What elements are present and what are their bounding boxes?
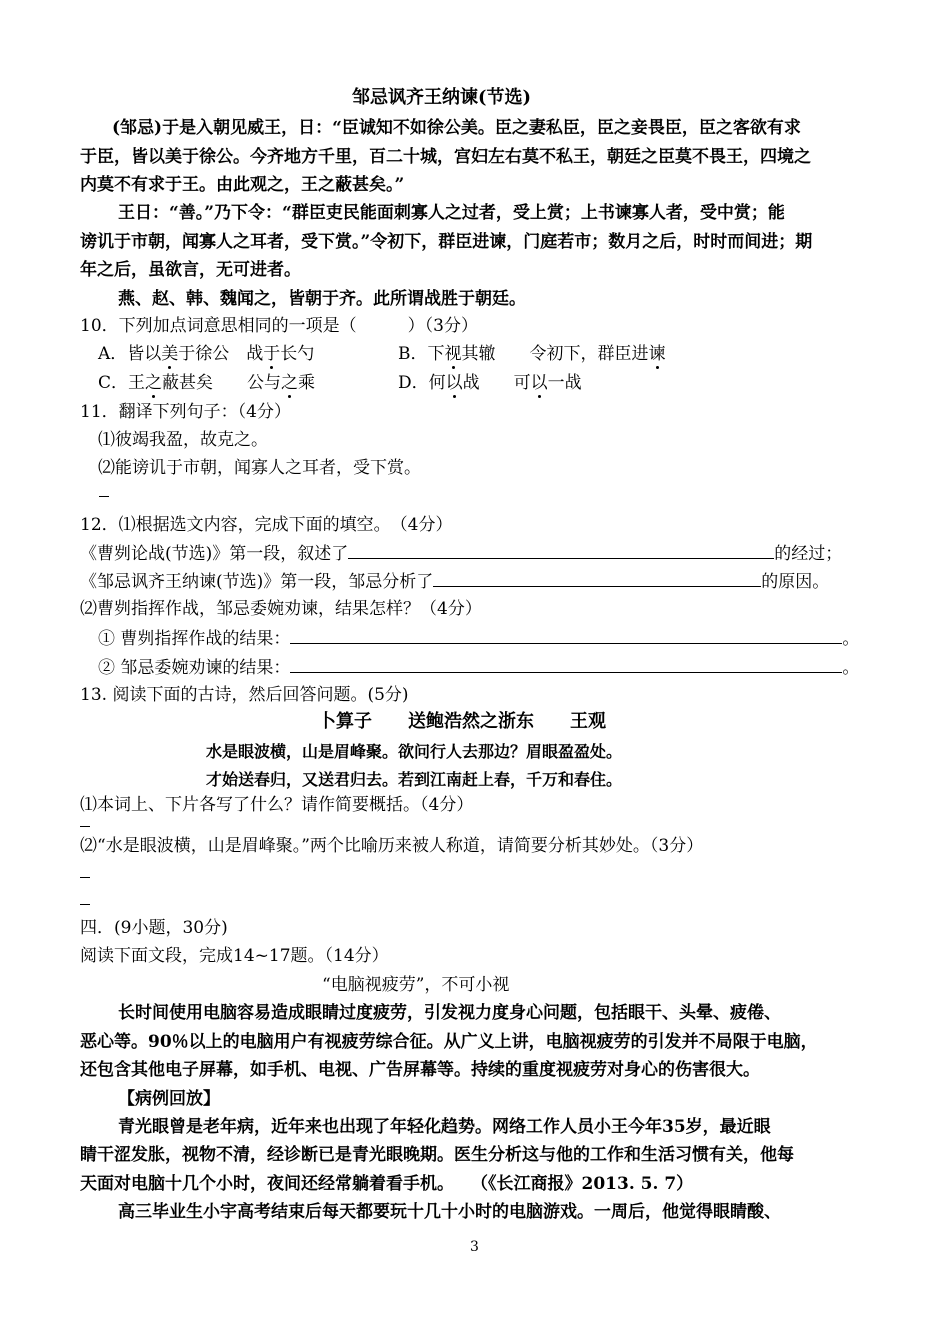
answer-line [99, 496, 109, 497]
section-instruction: 阅读下面文段，完成14~17题。（14分） [80, 946, 389, 966]
passage-line: 王日：“善。”乃下令：“群臣吏民能面刺寡人之过者，受上赏；上书谏寡人者，受中赏；能 [118, 203, 785, 223]
article-line: 高三毕业生小宇高考结束后每天都要玩十几十小时的电脑游戏。一周后，他觉得眼睛酸、 [118, 1202, 781, 1222]
passage-line: 燕、赵、韩、魏闻之，皆朝于齐。此所谓战胜于朝廷。 [118, 289, 526, 309]
question-11-sentence-1: ⑴彼竭我盈，故克之。 [98, 430, 268, 450]
question-12-result-2: ② 邹忌委婉劝谏的结果： 。 [98, 658, 860, 678]
article-line: 长时间使用电脑容易造成眼睛过度疲劳，引发视力度身心问题，包括眼干、头晕、疲倦、 [118, 1003, 781, 1023]
answer-blank[interactable] [290, 627, 842, 644]
question-13-sub-1: ⑴本词上、下片各写了什么？请作简要概括。（4分） [80, 795, 474, 815]
article-line: 睛干涩发胀，视物不清，经诊断已是青光眼晚期。医生分析这与他的工作和生活习惯有关，他每 [80, 1145, 794, 1165]
question-11-sentence-2: ⑵能谤讥于市朝，闻寡人之耳者，受下赏。 [98, 458, 421, 478]
article-line: 天面对电脑十几个小时，夜间还经常躺着看手机。 （《长江商报》2013. 5. 7） [80, 1174, 694, 1194]
question-10-stem: 10．下列加点词意思相同的一项是（ ）（3分） [80, 316, 478, 336]
case-heading: 【病例回放】 [118, 1089, 220, 1109]
question-11-stem: 11．翻译下列句子：（4分） [80, 402, 291, 422]
poem-title: 卜算子 送鲍浩然之浙东 王观 [318, 711, 606, 732]
question-12-fill-2: 《邹忌讽齐王纳谏(节选)》第一段，邹忌分析了 的原因。 [80, 572, 830, 592]
question-10-option-c: C．王之蔽甚矣 公与之乘 [98, 373, 316, 393]
passage-line: 年之后，虽欲言，无可进者。 [80, 260, 301, 280]
article-title: “电脑视疲劳”，不可小视 [322, 975, 510, 995]
fill-blank[interactable] [348, 542, 774, 559]
fill-blank[interactable] [433, 570, 761, 587]
passage-line: 谤讥于市朝，闻寡人之耳者，受下赏。”令初下，群臣进谏，门庭若市；数月之后，时时而间进；期 [80, 232, 813, 252]
poem-line: 水是眼波横，山是眉峰聚。欲问行人去那边？眉眼盈盈处。 [206, 742, 623, 761]
page-number: 3 [470, 1239, 479, 1255]
question-10-option-d: D．何以战 可以一战 [398, 373, 582, 393]
section-heading: 四．(9小题，30分) [80, 918, 228, 938]
answer-line [80, 904, 90, 905]
question-10-option-b: B．下视其辙 令初下，群臣进谏 [398, 344, 666, 364]
question-13-sub-2: ⑵“水是眼波横，山是眉峰聚。”两个比喻历来被人称道，请简要分析其妙处。（3分） [80, 836, 704, 856]
question-13-stem: 13. 阅读下面的古诗，然后回答问题。(5分) [80, 685, 409, 705]
poem-line: 才始送春归，又送君归去。若到江南赶上春，千万和春住。 [206, 770, 623, 789]
answer-line [80, 826, 90, 827]
article-line: 恶心等。90％以上的电脑用户有视疲劳综合征。从广义上讲，电脑视疲劳的引发并不局限于电脑， [80, 1032, 818, 1052]
question-12-sub-2: ⑵曹刿指挥作战，邹忌委婉劝谏，结果怎样？（4分） [80, 599, 482, 619]
question-12-result-1: ① 曹刿指挥作战的结果： 。 [98, 629, 860, 649]
question-12-fill-1: 《曹刿论战(节选)》第一段，叙述了 的经过； [80, 544, 843, 564]
answer-blank[interactable] [290, 656, 842, 673]
passage-title: 邹忌讽齐王纳谏(节选) [352, 87, 532, 108]
question-12-stem: 12．⑴根据选文内容，完成下面的填空。 （4分） [80, 515, 453, 535]
passage-line: 内莫不有求于王。由此观之，王之蔽甚矣。” [80, 175, 405, 195]
passage-line: (邹忌)于是入朝见威王，日：“臣诚知不如徐公美。臣之妻私臣，臣之妾畏臣，臣之客欲有求 [112, 118, 801, 138]
passage-line: 于臣，皆以美于徐公。今齐地方千里，百二十城，宫妇左右莫不私王，朝廷之臣莫不畏王，四境之 [80, 147, 811, 167]
question-10-option-a: A．皆以美于徐公 战于长勺 [98, 344, 315, 364]
article-line: 还包含其他电子屏幕，如手机、电视、广告屏幕等。持续的重度视疲劳对身心的伤害很大。 [80, 1060, 760, 1080]
article-line: 青光眼曾是老年病，近年来也出现了年轻化趋势。网络工作人员小王今年35岁，最近眼 [118, 1117, 771, 1137]
answer-line [80, 877, 90, 878]
